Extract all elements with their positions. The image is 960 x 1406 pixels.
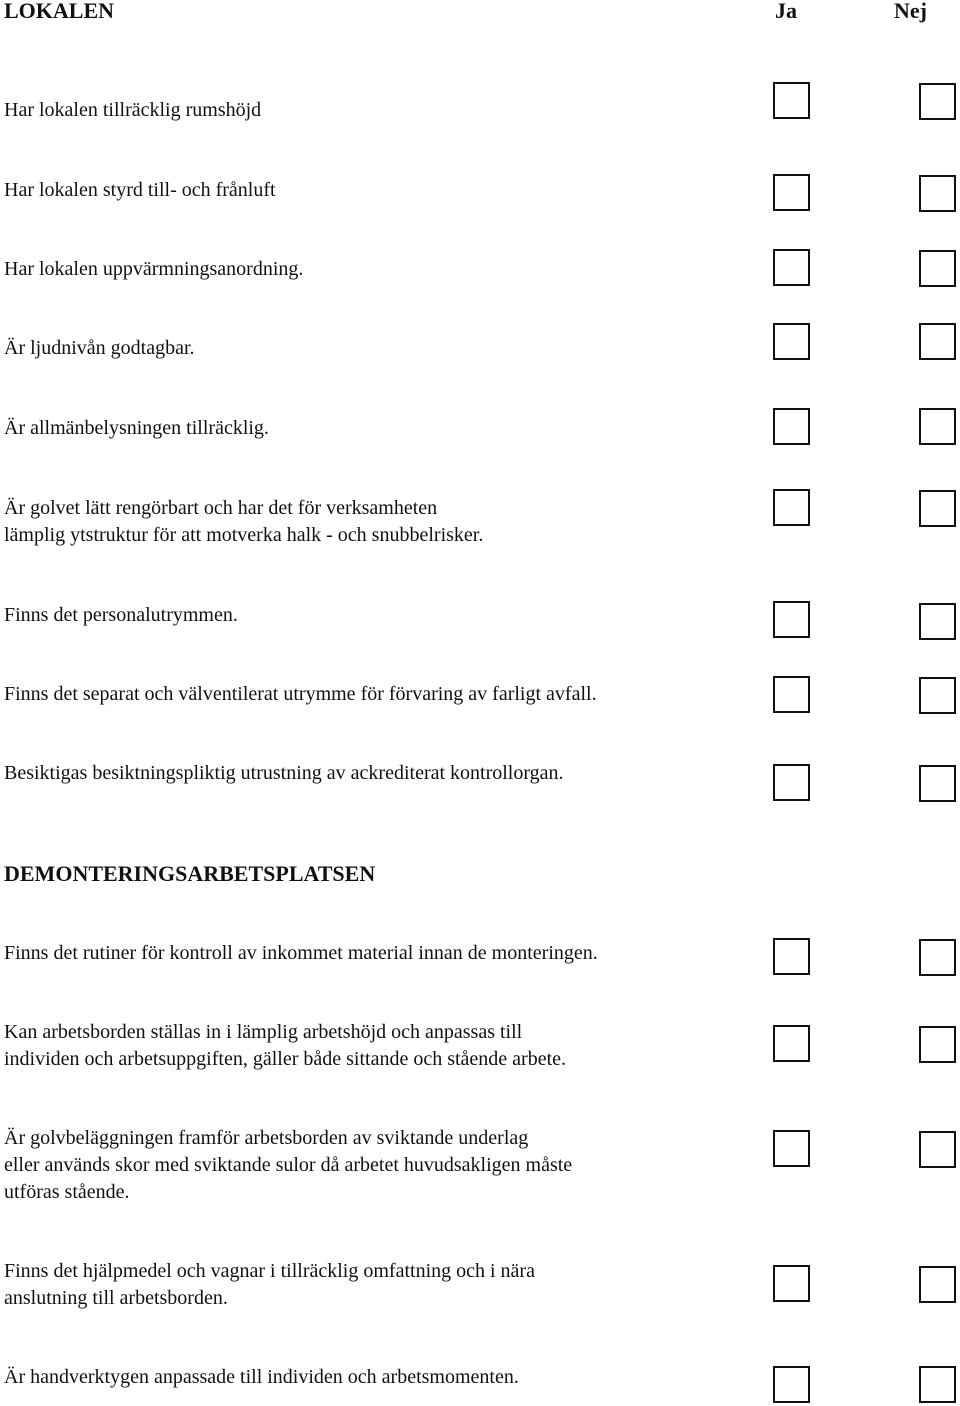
question-text: Besiktigas besiktningspliktig utrustning av ackrediterat kontrollorgan. <box>4 762 564 784</box>
checkbox-nej[interactable] <box>919 765 956 802</box>
question-text: Finns det personalutrymmen. <box>4 604 238 626</box>
question-text: Finns det rutiner för kontroll av inkommet material innan de monteringen. <box>4 942 598 964</box>
question-text: Finns det separat och välventilerat utrymme för förvaring av farligt avfall. <box>4 683 597 705</box>
checkbox-ja[interactable] <box>773 408 810 445</box>
question-text: Finns det hjälpmedel och vagnar i tillräcklig omfattning och i nära <box>4 1260 535 1282</box>
checkbox-ja[interactable] <box>773 1130 810 1167</box>
question-text: Är golvet lätt rengörbart och har det för verksamheten <box>4 497 438 519</box>
question-text: Är handverktygen anpassade till individen och arbetsmomenten. <box>4 1366 519 1388</box>
question-text: Har lokalen tillräcklig rumshöjd <box>4 99 262 121</box>
question-text: Är golvbeläggningen framför arbetsborden av sviktande underlag <box>4 1127 529 1149</box>
checkbox-nej[interactable] <box>919 408 956 445</box>
checkbox-ja[interactable] <box>773 676 810 713</box>
checkbox-ja[interactable] <box>773 938 810 975</box>
checkbox-nej[interactable] <box>919 83 956 120</box>
section-title-lokalen: LOKALEN <box>4 0 115 23</box>
checkbox-ja[interactable] <box>773 764 810 801</box>
checkbox-ja[interactable] <box>773 489 810 526</box>
question-text: Har lokalen styrd till- och frånluft <box>4 179 276 201</box>
checkbox-nej[interactable] <box>919 1131 956 1168</box>
checkbox-ja[interactable] <box>773 1265 810 1302</box>
checkbox-nej[interactable] <box>919 323 956 360</box>
checkbox-nej[interactable] <box>919 603 956 640</box>
section-title-demonteringsarbetsplatsen: DEMONTERINGSARBETSPLATSEN <box>4 861 376 886</box>
question-text: utföras stående. <box>4 1181 130 1203</box>
checkbox-ja[interactable] <box>773 601 810 638</box>
question-text: Kan arbetsborden ställas in i lämplig arbetshöjd och anpassas till <box>4 1021 523 1043</box>
question-text: Är ljudnivån godtagbar. <box>4 337 195 359</box>
question-text: lämplig ytstruktur för att motverka halk - och snubbelrisker. <box>4 524 484 546</box>
checkbox-ja[interactable] <box>773 323 810 360</box>
checkbox-nej[interactable] <box>919 677 956 714</box>
question-text: eller används skor med sviktande sulor då arbetet huvudsakligen måste <box>4 1154 573 1176</box>
column-header-nej: Nej <box>894 0 927 23</box>
column-header-ja: Ja <box>775 0 797 23</box>
checkbox-ja[interactable] <box>773 174 810 211</box>
checkbox-ja[interactable] <box>773 82 810 119</box>
question-text: anslutning till arbetsborden. <box>4 1287 228 1309</box>
question-text: individen och arbetsuppgiften, gäller både sittande och stående arbete. <box>4 1048 567 1070</box>
question-text: Är allmänbelysningen tillräcklig. <box>4 417 269 439</box>
checkbox-ja[interactable] <box>773 1366 810 1403</box>
checkbox-nej[interactable] <box>919 1266 956 1303</box>
checkbox-nej[interactable] <box>919 939 956 976</box>
checkbox-nej[interactable] <box>919 1026 956 1063</box>
checkbox-nej[interactable] <box>919 175 956 212</box>
checkbox-nej[interactable] <box>919 250 956 287</box>
question-text: Har lokalen uppvärmningsanordning. <box>4 258 304 280</box>
checkbox-nej[interactable] <box>919 1366 956 1403</box>
checkbox-nej[interactable] <box>919 490 956 527</box>
checkbox-ja[interactable] <box>773 249 810 286</box>
checkbox-ja[interactable] <box>773 1025 810 1062</box>
